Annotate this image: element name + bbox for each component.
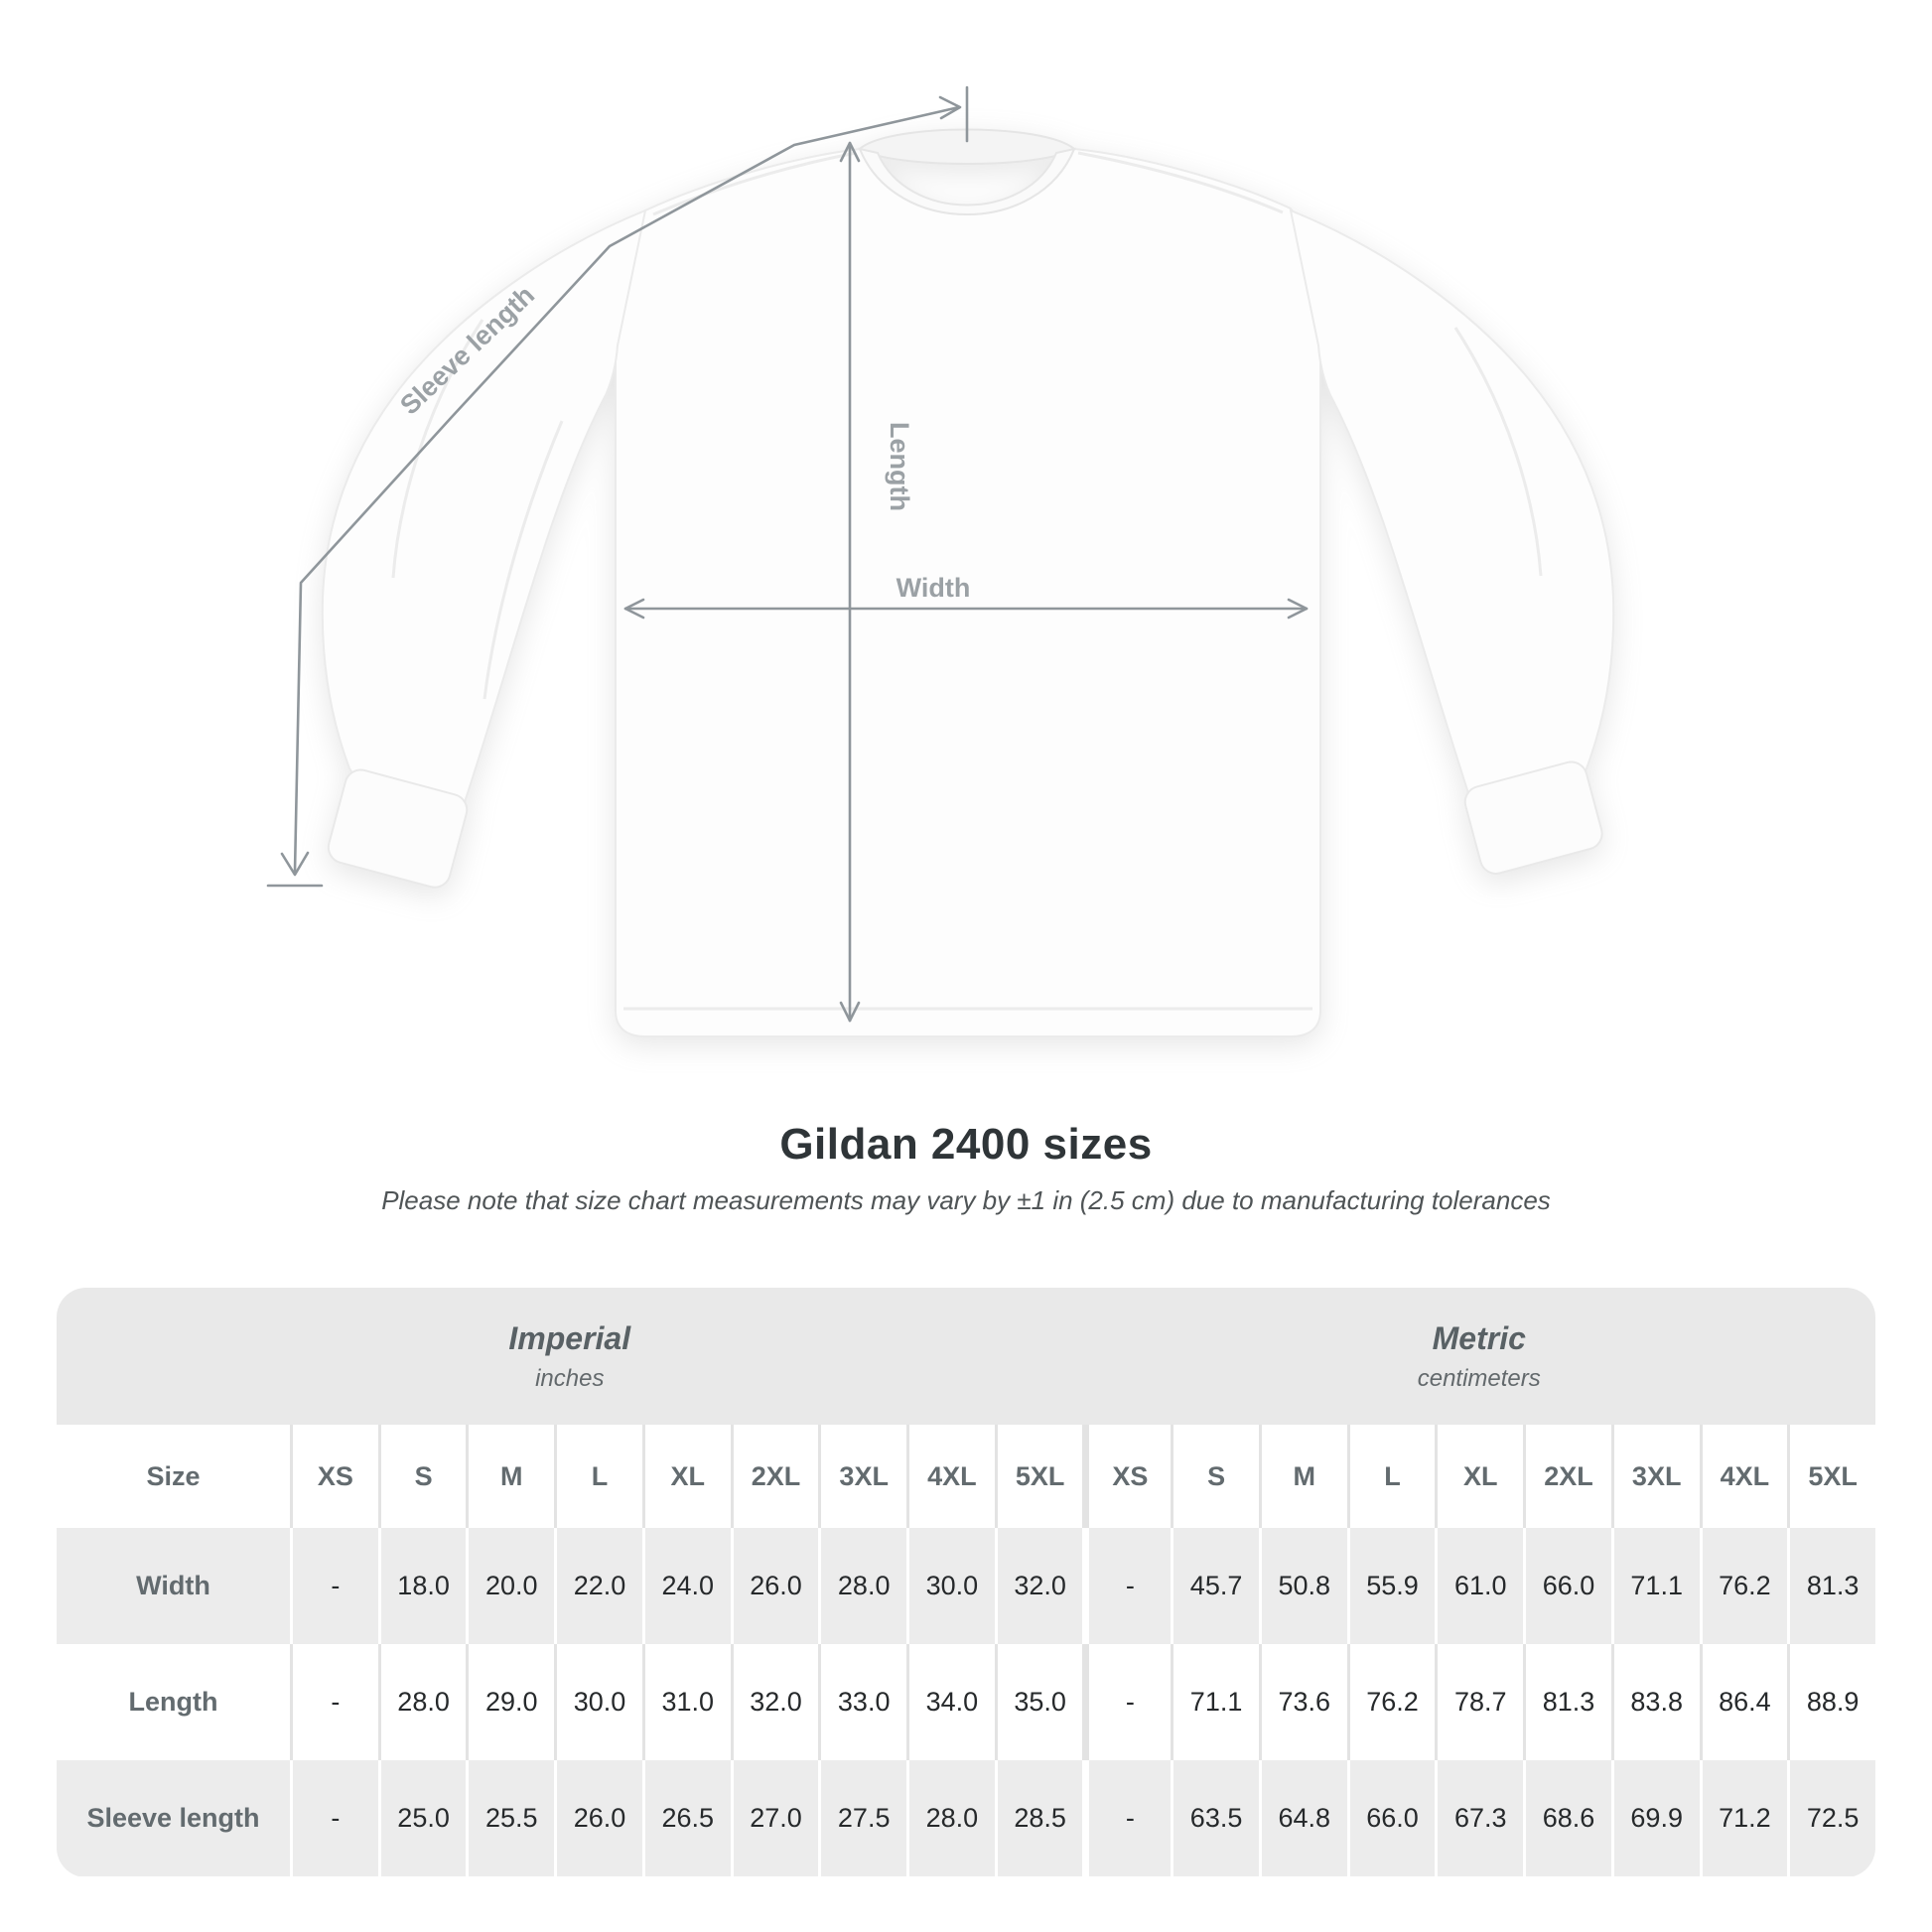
table-cell: 69.9 (1611, 1760, 1700, 1876)
table-cell: 81.3 (1787, 1528, 1875, 1644)
metric-sublabel: centimeters (1417, 1364, 1541, 1392)
table-cell: 76.2 (1700, 1528, 1788, 1644)
table-cell: 76.2 (1347, 1644, 1436, 1760)
table-cell: 55.9 (1347, 1528, 1436, 1644)
size-header: S (378, 1425, 467, 1528)
table-cell: 24.0 (642, 1528, 731, 1644)
table-cell: 71.2 (1700, 1760, 1788, 1876)
size-header: 2XL (731, 1425, 819, 1528)
page-title: Gildan 2400 sizes (779, 1120, 1153, 1169)
table-cell: - (290, 1644, 378, 1760)
table-cell: 71.1 (1611, 1528, 1700, 1644)
table-cell: 50.8 (1259, 1528, 1347, 1644)
table-cell: 66.0 (1347, 1760, 1436, 1876)
table-cell: 26.5 (642, 1760, 731, 1876)
sleeve-length-label: Sleeve length (394, 279, 541, 421)
table-cell: 33.0 (818, 1644, 906, 1760)
metric-unit-header (1083, 1288, 1876, 1425)
table-cell: 88.9 (1787, 1644, 1875, 1760)
size-header-row (57, 1425, 1875, 1528)
table-cell: 71.1 (1171, 1644, 1259, 1760)
table-cell: 68.6 (1523, 1760, 1611, 1876)
table-cell: 20.0 (466, 1528, 554, 1644)
shirt-right-sleeve (1291, 210, 1613, 802)
size-header: 4XL (1700, 1425, 1788, 1528)
size-header: 5XL (995, 1425, 1083, 1528)
table-cell: 30.0 (906, 1528, 995, 1644)
table-cell: - (1082, 1528, 1171, 1644)
imperial-unit-header (57, 1288, 1083, 1425)
table-cell: - (290, 1760, 378, 1876)
table-cell: 28.0 (818, 1528, 906, 1644)
metric-label: Metric (1432, 1319, 1526, 1356)
row-label: Sleeve length (86, 1803, 260, 1833)
table-cell: 25.5 (466, 1760, 554, 1876)
size-header: L (1347, 1425, 1436, 1528)
table-cell: 32.0 (995, 1528, 1083, 1644)
table-cell: 29.0 (466, 1644, 554, 1760)
size-header: 4XL (906, 1425, 995, 1528)
table-cell: 30.0 (554, 1644, 642, 1760)
table-cell: 28.0 (378, 1644, 467, 1760)
table-cell: 34.0 (906, 1644, 995, 1760)
row-label: Length (128, 1687, 218, 1717)
length-label: Length (885, 422, 914, 511)
size-header: 3XL (818, 1425, 906, 1528)
size-header: L (554, 1425, 642, 1528)
table-row-width (57, 1528, 1875, 1644)
table-cell: 64.8 (1259, 1760, 1347, 1876)
size-header: XS (290, 1425, 378, 1528)
size-table (57, 1288, 1875, 1877)
table-cell: 45.7 (1171, 1528, 1259, 1644)
imperial-label: Imperial (508, 1319, 631, 1356)
table-cell: 18.0 (378, 1528, 467, 1644)
imperial-sublabel: inches (535, 1364, 605, 1392)
table-cell: 26.0 (554, 1760, 642, 1876)
table-cell: 35.0 (995, 1644, 1083, 1760)
table-cell: 63.5 (1171, 1760, 1259, 1876)
size-header: M (466, 1425, 554, 1528)
table-cell: 67.3 (1435, 1760, 1523, 1876)
table-cell: 28.5 (995, 1760, 1083, 1876)
page-subtitle: Please note that size chart measurements may vary by ±1 in (2.5 cm) due to manufacturing tolerances (381, 1185, 1551, 1215)
table-cell: 81.3 (1523, 1644, 1611, 1760)
size-header: XL (642, 1425, 731, 1528)
table-cell: 61.0 (1435, 1528, 1523, 1644)
size-header: XS (1082, 1425, 1171, 1528)
size-column-header: Size (146, 1460, 201, 1491)
table-cell: 72.5 (1787, 1760, 1875, 1876)
size-header: M (1259, 1425, 1347, 1528)
row-label: Width (136, 1571, 210, 1600)
table-cell: 27.5 (818, 1760, 906, 1876)
table-cell: 31.0 (642, 1644, 731, 1760)
table-cell: 28.0 (906, 1760, 995, 1876)
size-header: XL (1435, 1425, 1523, 1528)
table-cell: 66.0 (1523, 1528, 1611, 1644)
table-row-length (57, 1644, 1875, 1760)
size-header: 2XL (1523, 1425, 1611, 1528)
table-cell: 32.0 (731, 1644, 819, 1760)
unit-header-band (57, 1288, 1875, 1425)
size-header: 5XL (1787, 1425, 1875, 1528)
size-header: S (1171, 1425, 1259, 1528)
table-cell: 86.4 (1700, 1644, 1788, 1760)
table-cell: 22.0 (554, 1528, 642, 1644)
table-cell: 27.0 (731, 1760, 819, 1876)
table-cell: - (1082, 1760, 1171, 1876)
table-cell: - (1082, 1644, 1171, 1760)
table-cell: - (290, 1528, 378, 1644)
table-cell: 78.7 (1435, 1644, 1523, 1760)
table-cell: 73.6 (1259, 1644, 1347, 1760)
heading-block (0, 1120, 1932, 1216)
table-cell: 25.0 (378, 1760, 467, 1876)
table-row-sleeve-length (57, 1760, 1875, 1876)
table-cell: 83.8 (1611, 1644, 1700, 1760)
table-cell: 26.0 (731, 1528, 819, 1644)
size-header: 3XL (1611, 1425, 1700, 1528)
width-label: Width (896, 573, 971, 603)
